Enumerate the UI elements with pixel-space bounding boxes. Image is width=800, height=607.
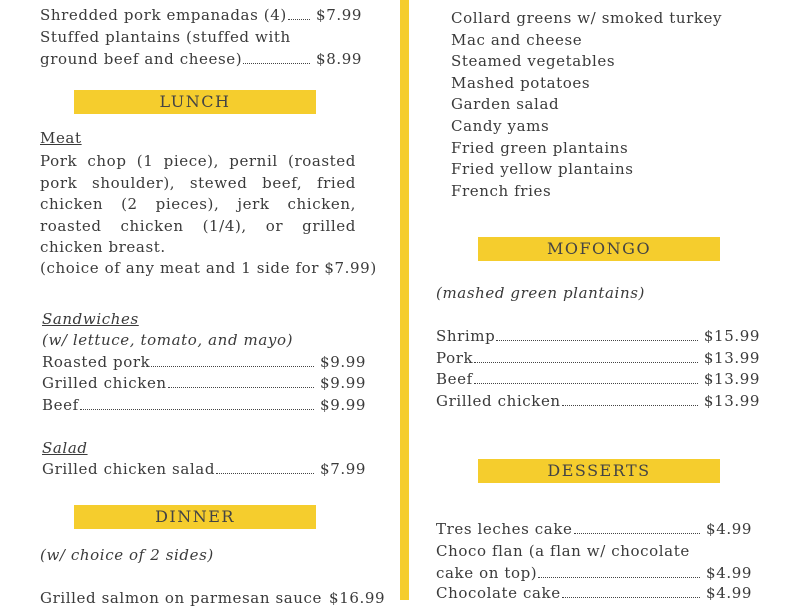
item-price: $4.99: [706, 584, 752, 602]
section-banner-lunch: LUNCH: [74, 90, 316, 114]
section-banner-dinner: DINNER: [74, 505, 316, 529]
item-name: ground beef and cheese): [40, 50, 243, 68]
side-item: Mashed potatoes: [451, 73, 591, 92]
dot-leader: [574, 532, 701, 534]
menu-item-chocolate-cake: [436, 584, 752, 602]
meat-offer: (choice of any meat and 1 side for $7.99): [40, 259, 377, 277]
side-item: Collard greens w/ smoked turkey: [451, 9, 723, 27]
item-price: $15.99: [703, 327, 760, 345]
dot-leader: [474, 361, 698, 363]
sides-list: [451, 8, 722, 202]
item-price: $13.99: [703, 349, 760, 367]
menu-item-beef-sandwich: [42, 396, 366, 414]
dot-leader: [151, 365, 314, 367]
meat-description: Pork chop (1 piece), pernil (roasted pork shoulder), stewed beef, fried chicken (2 pieces), jerk chicken, roasted chicken (1/4), or grilled chicken breast.: [40, 152, 356, 257]
item-name: Grilled chicken: [436, 392, 561, 410]
item-price: $13.99: [703, 392, 760, 410]
item-name: Beef: [42, 396, 79, 414]
dot-leader: [216, 472, 314, 474]
menu-item-shrimp-mofongo: [436, 327, 760, 345]
menu-item-choco-flan-line1: Choco flan (a flan w/ chocolate: [436, 542, 690, 560]
item-price: $8.99: [316, 50, 362, 68]
item-price: $7.99: [316, 6, 362, 24]
item-price: $9.99: [320, 374, 366, 392]
item-name: Beef: [436, 370, 473, 388]
side-item: Fried green plantains: [451, 138, 629, 157]
item-name: Roasted pork: [42, 353, 151, 371]
dot-leader: [538, 576, 700, 578]
menu-item-grilled-chicken-sandwich: [42, 374, 366, 392]
menu-item-chicken-mofongo: [436, 392, 760, 410]
dot-leader: [562, 404, 698, 406]
side-item: Steamed vegetables: [451, 52, 616, 71]
menu-item-empanadas: [40, 6, 362, 24]
item-name: Pork: [436, 349, 474, 367]
side-item: French fries: [451, 181, 552, 200]
item-name: cake on top): [436, 564, 538, 582]
dot-leader: [288, 18, 310, 20]
salad-heading: Salad: [42, 439, 88, 457]
sandwiches-note: (w/ lettuce, tomato, and mayo): [42, 331, 294, 349]
section-banner-mofongo: MOFONGO: [478, 237, 720, 261]
menu-item-roasted-pork: [42, 353, 366, 371]
menu-item-grilled-salmon: [40, 589, 386, 607]
column-divider: [400, 0, 409, 600]
item-name: Shredded pork empanadas (4): [40, 6, 287, 24]
item-name: Shrimp: [436, 327, 496, 345]
item-name: Grilled chicken: [42, 374, 167, 392]
menu-item-beef-mofongo: [436, 370, 760, 388]
mofongo-note: (mashed green plantains): [436, 284, 645, 302]
dinner-note: (w/ choice of 2 sides): [40, 546, 214, 564]
side-item: Garden salad: [451, 95, 560, 114]
side-item: Mac and cheese: [451, 30, 583, 49]
item-price: $16.99: [329, 589, 386, 607]
item-name: Grilled chicken salad: [42, 460, 216, 478]
sandwiches-heading: Sandwiches: [42, 310, 139, 328]
item-price: $4.99: [706, 520, 752, 538]
item-name: Tres leches cake: [436, 520, 573, 538]
menu-item-tres-leches: [436, 520, 752, 538]
item-price: $9.99: [320, 353, 366, 371]
dot-leader: [80, 408, 314, 410]
menu-item-plantains-line1: Stuffed plantains (stuffed with: [40, 28, 291, 46]
dot-leader: [496, 339, 698, 341]
item-name: Grilled salmon on parmesan sauce: [40, 589, 323, 607]
menu-item-choco-flan: [436, 564, 752, 582]
meat-heading: Meat: [40, 129, 82, 147]
item-price: $13.99: [703, 370, 760, 388]
dot-leader: [474, 382, 698, 384]
dot-leader: [243, 62, 310, 64]
item-price: $7.99: [320, 460, 366, 478]
item-price: $9.99: [320, 396, 366, 414]
dot-leader: [168, 386, 314, 388]
menu-item-pork-mofongo: [436, 349, 760, 367]
side-item: Candy yams: [451, 116, 550, 135]
menu-item-plantains: [40, 50, 362, 68]
dot-leader: [562, 596, 700, 598]
item-name: Chocolate cake: [436, 584, 561, 602]
menu-item-grilled-chicken-salad: [42, 460, 366, 478]
item-price: $4.99: [706, 564, 752, 582]
side-item: Fried yellow plantains: [451, 160, 634, 179]
section-banner-desserts: DESSERTS: [478, 459, 720, 483]
